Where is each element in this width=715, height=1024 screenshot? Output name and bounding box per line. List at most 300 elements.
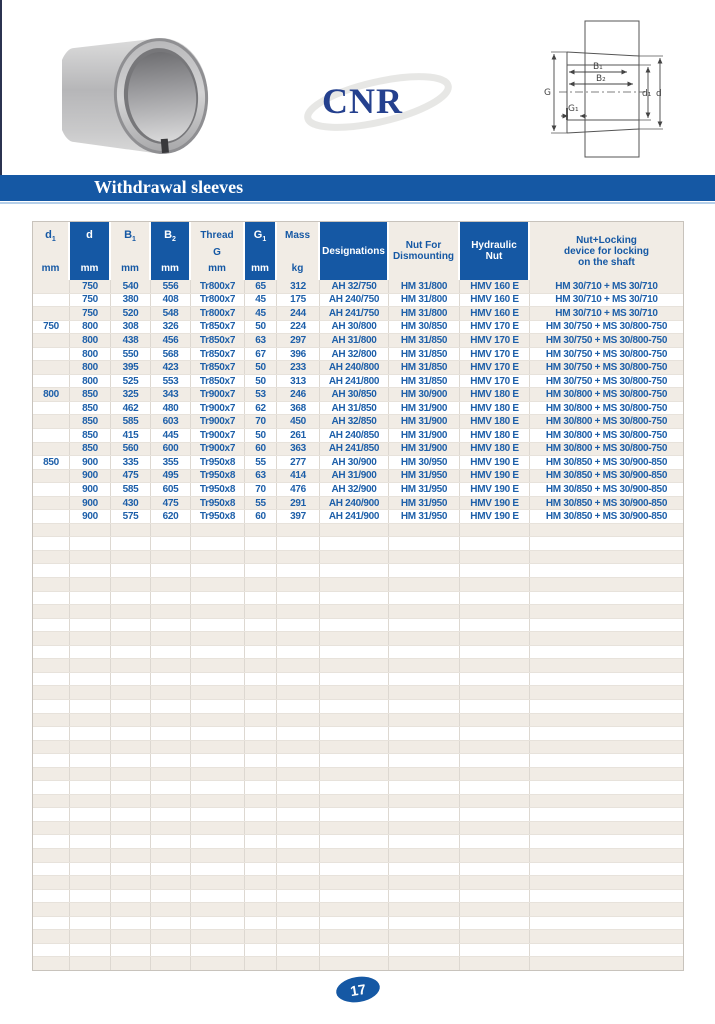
cell-d1	[33, 781, 70, 794]
cell-thread-g: Tr900x7	[191, 388, 245, 401]
empty-row	[33, 605, 683, 619]
cell-nut-for-dismounting	[389, 673, 460, 686]
table-row	[33, 402, 683, 416]
cell-d	[70, 605, 111, 618]
cell-b1	[111, 808, 151, 821]
cell-nut-locking-device	[530, 849, 683, 862]
cell-b2: 480	[151, 402, 191, 415]
empty-row	[33, 876, 683, 890]
cell-g1	[245, 930, 277, 943]
cell-nut-for-dismounting	[389, 876, 460, 889]
cell-hydraulic-nut	[460, 646, 530, 659]
table-row	[33, 470, 683, 484]
cell-designations	[320, 944, 389, 957]
empty-row	[33, 686, 683, 700]
cell-d	[70, 890, 111, 903]
cell-mass: 246	[277, 388, 320, 401]
cell-g1	[245, 863, 277, 876]
table-row	[33, 375, 683, 389]
cell-d1	[33, 632, 70, 645]
table-row	[33, 497, 683, 511]
cell-b2	[151, 727, 191, 740]
cell-d1	[33, 903, 70, 916]
cell-mass	[277, 863, 320, 876]
cell-hydraulic-nut	[460, 849, 530, 862]
cell-designations	[320, 957, 389, 970]
cell-designations: AH 30/850	[320, 388, 389, 401]
cell-g1	[245, 903, 277, 916]
cell-nut-for-dismounting	[389, 592, 460, 605]
cell-d	[70, 930, 111, 943]
cell-mass	[277, 917, 320, 930]
cell-designations: AH 240/750	[320, 294, 389, 307]
cell-nut-locking-device: HM 30/800 + MS 30/800-750	[545, 416, 668, 428]
cell-designations: AH 30/900	[320, 456, 389, 469]
cell-d: 900	[70, 497, 111, 510]
cell-mass: 414	[277, 470, 320, 483]
cell-b1	[111, 537, 151, 550]
cell-mass: 244	[277, 307, 320, 320]
cell-nut-for-dismounting: HM 30/950	[389, 456, 460, 469]
cell-d	[70, 632, 111, 645]
cell-hydraulic-nut	[460, 578, 530, 591]
cell-g1: 50	[245, 375, 277, 388]
dim-label-B1: B₁	[593, 62, 603, 72]
cell-mass	[277, 754, 320, 767]
cell-hydraulic-nut	[460, 944, 530, 957]
cell-nut-for-dismounting: HM 30/850	[389, 321, 460, 334]
table-header-row	[33, 222, 683, 280]
cell-d	[70, 754, 111, 767]
cell-b2: 568	[151, 348, 191, 361]
cell-b2: 495	[151, 470, 191, 483]
cell-g1	[245, 808, 277, 821]
cell-designations	[320, 917, 389, 930]
cell-mass	[277, 537, 320, 550]
cell-mass	[277, 578, 320, 591]
cell-b2	[151, 741, 191, 754]
cell-b2	[151, 781, 191, 794]
cell-nut-for-dismounting: HM 31/850	[389, 361, 460, 374]
cell-d	[70, 537, 111, 550]
cell-nut-locking-device	[530, 686, 683, 699]
cell-mass	[277, 944, 320, 957]
cell-b2	[151, 890, 191, 903]
cell-b2	[151, 849, 191, 862]
cell-thread-g: Tr800x7	[191, 307, 245, 320]
cell-g1: 60	[245, 443, 277, 456]
cell-hydraulic-nut: HMV 190 E	[460, 497, 530, 510]
cell-mass	[277, 727, 320, 740]
cell-b2	[151, 686, 191, 699]
empty-row	[33, 524, 683, 538]
cell-nut-for-dismounting: HM 31/950	[389, 497, 460, 510]
cell-b1	[111, 592, 151, 605]
cell-designations	[320, 903, 389, 916]
cell-designations	[320, 605, 389, 618]
cell-thread-g	[191, 768, 245, 781]
cell-b2: 556	[151, 280, 191, 293]
cell-g1	[245, 632, 277, 645]
cell-g1: 45	[245, 294, 277, 307]
cell-hydraulic-nut	[460, 700, 530, 713]
cell-b2: 600	[151, 443, 191, 456]
cell-nut-for-dismounting: HM 30/900	[389, 388, 460, 401]
cell-designations	[320, 781, 389, 794]
cell-g1: 63	[245, 334, 277, 347]
cell-nut-for-dismounting	[389, 863, 460, 876]
cell-mass	[277, 808, 320, 821]
cell-hydraulic-nut: HMV 180 E	[460, 429, 530, 442]
cell-d: 900	[70, 456, 111, 469]
cell-d	[70, 727, 111, 740]
cell-mass	[277, 930, 320, 943]
brand-logo	[298, 56, 458, 146]
cell-d1	[33, 686, 70, 699]
cell-g1: 50	[245, 429, 277, 442]
cell-designations	[320, 835, 389, 848]
cell-designations	[320, 700, 389, 713]
cell-d1	[33, 375, 70, 388]
cell-hydraulic-nut: HMV 180 E	[460, 415, 530, 428]
cell-nut-for-dismounting: HM 31/800	[389, 280, 460, 293]
cell-d	[70, 564, 111, 577]
cell-mass	[277, 551, 320, 564]
cell-d: 800	[70, 321, 111, 334]
cell-g1	[245, 957, 277, 970]
cell-d	[70, 822, 111, 835]
cell-d: 800	[70, 334, 111, 347]
cell-thread-g: Tr950x8	[191, 483, 245, 496]
cell-designations: AH 32/850	[320, 415, 389, 428]
cell-d1	[33, 551, 70, 564]
cell-b1	[111, 551, 151, 564]
empty-row	[33, 822, 683, 836]
cell-mass	[277, 646, 320, 659]
cell-b1	[111, 795, 151, 808]
cell-nut-locking-device: HM 30/850 + MS 30/900-850	[545, 456, 668, 468]
cell-thread-g	[191, 795, 245, 808]
cell-d1	[33, 700, 70, 713]
cell-mass	[277, 686, 320, 699]
cell-nut-locking-device	[530, 646, 683, 659]
cell-nut-locking-device	[530, 768, 683, 781]
cell-mass: 175	[277, 294, 320, 307]
cell-b1: 308	[111, 321, 151, 334]
banner-underline	[0, 202, 715, 204]
cell-d1	[33, 849, 70, 862]
cell-d1	[33, 754, 70, 767]
cell-b2	[151, 537, 191, 550]
cell-b1: 560	[111, 443, 151, 456]
cell-nut-locking-device: HM 30/800 + MS 30/800-750	[545, 429, 668, 441]
cell-thread-g	[191, 835, 245, 848]
cell-g1: 45	[245, 307, 277, 320]
cell-d	[70, 673, 111, 686]
cell-mass	[277, 700, 320, 713]
cell-mass	[277, 619, 320, 632]
cell-nut-for-dismounting: HM 31/900	[389, 415, 460, 428]
cell-nut-locking-device	[530, 524, 683, 537]
cell-mass	[277, 741, 320, 754]
empty-row	[33, 795, 683, 809]
cell-d	[70, 524, 111, 537]
cell-mass: 368	[277, 402, 320, 415]
dim-label-B2: B₂	[596, 74, 606, 84]
cell-nut-for-dismounting	[389, 903, 460, 916]
cell-nut-locking-device	[530, 944, 683, 957]
cell-hydraulic-nut	[460, 917, 530, 930]
cell-b1	[111, 564, 151, 577]
cell-g1: 70	[245, 415, 277, 428]
cell-hydraulic-nut	[460, 876, 530, 889]
cell-nut-for-dismounting: HM 31/800	[389, 294, 460, 307]
cell-g1	[245, 768, 277, 781]
cell-b2: 445	[151, 429, 191, 442]
cell-nut-for-dismounting	[389, 714, 460, 727]
cell-mass	[277, 673, 320, 686]
cell-nut-locking-device: HM 30/800 + MS 30/800-750	[545, 402, 668, 414]
cell-nut-for-dismounting	[389, 849, 460, 862]
cell-d: 850	[70, 388, 111, 401]
cell-b1	[111, 849, 151, 862]
cell-hydraulic-nut	[460, 592, 530, 605]
cell-nut-for-dismounting	[389, 917, 460, 930]
cell-d1	[33, 673, 70, 686]
empty-row	[33, 632, 683, 646]
cell-mass	[277, 876, 320, 889]
table-row	[33, 429, 683, 443]
cell-thread-g	[191, 890, 245, 903]
cell-hydraulic-nut	[460, 863, 530, 876]
cell-nut-for-dismounting	[389, 727, 460, 740]
cell-thread-g	[191, 822, 245, 835]
cell-mass	[277, 564, 320, 577]
cell-hydraulic-nut	[460, 659, 530, 672]
cell-hydraulic-nut	[460, 619, 530, 632]
empty-row	[33, 957, 683, 970]
cell-nut-for-dismounting	[389, 700, 460, 713]
cell-nut-for-dismounting	[389, 781, 460, 794]
cell-d	[70, 917, 111, 930]
cell-mass	[277, 524, 320, 537]
cell-nut-locking-device: HM 30/710 + MS 30/710	[555, 294, 658, 306]
cell-mass: 397	[277, 510, 320, 523]
cell-thread-g	[191, 808, 245, 821]
cell-b2	[151, 903, 191, 916]
cell-d1	[33, 944, 70, 957]
empty-row	[33, 863, 683, 877]
empty-row	[33, 714, 683, 728]
cell-g1	[245, 659, 277, 672]
cell-d1	[33, 443, 70, 456]
cell-thread-g	[191, 551, 245, 564]
cell-nut-locking-device: HM 30/850 + MS 30/900-850	[545, 470, 668, 482]
cell-hydraulic-nut: HMV 180 E	[460, 402, 530, 415]
cell-designations: AH 240/850	[320, 429, 389, 442]
cell-b2	[151, 714, 191, 727]
cell-g1	[245, 727, 277, 740]
cell-d1	[33, 402, 70, 415]
cell-b1	[111, 781, 151, 794]
cell-mass	[277, 835, 320, 848]
cell-designations	[320, 863, 389, 876]
cell-designations: AH 32/800	[320, 348, 389, 361]
cell-thread-g	[191, 619, 245, 632]
cell-b1	[111, 835, 151, 848]
empty-row	[33, 619, 683, 633]
cell-g1	[245, 537, 277, 550]
cell-nut-locking-device	[530, 890, 683, 903]
cell-designations	[320, 619, 389, 632]
cell-mass	[277, 768, 320, 781]
empty-row	[33, 768, 683, 782]
cell-b2	[151, 835, 191, 848]
cell-nut-for-dismounting	[389, 632, 460, 645]
table-row	[33, 280, 683, 294]
cell-nut-for-dismounting	[389, 930, 460, 943]
cell-nut-locking-device	[530, 564, 683, 577]
cell-nut-locking-device	[530, 673, 683, 686]
cell-designations	[320, 564, 389, 577]
cell-thread-g	[191, 564, 245, 577]
cell-hydraulic-nut: HMV 180 E	[460, 388, 530, 401]
cell-b1	[111, 632, 151, 645]
cell-b1	[111, 727, 151, 740]
cell-b2: 355	[151, 456, 191, 469]
cell-b1	[111, 714, 151, 727]
cell-d1	[33, 863, 70, 876]
cell-g1	[245, 741, 277, 754]
cell-hydraulic-nut: HMV 160 E	[460, 307, 530, 320]
cell-d	[70, 849, 111, 862]
cell-d	[70, 592, 111, 605]
header-cell-d: d mm	[70, 222, 111, 280]
cell-g1	[245, 551, 277, 564]
header-cell-thread-g: Thread G mm	[191, 222, 245, 280]
cell-b2	[151, 768, 191, 781]
cell-nut-for-dismounting	[389, 754, 460, 767]
cell-g1: 62	[245, 402, 277, 415]
cell-designations: AH 31/800	[320, 334, 389, 347]
empty-row	[33, 551, 683, 565]
cell-nut-for-dismounting	[389, 795, 460, 808]
cell-nut-locking-device: HM 30/750 + MS 30/800-750	[545, 334, 668, 346]
cell-designations	[320, 578, 389, 591]
cell-hydraulic-nut: HMV 170 E	[460, 348, 530, 361]
cell-d1	[33, 564, 70, 577]
cell-b2	[151, 619, 191, 632]
cell-nut-locking-device: HM 30/710 + MS 30/710	[555, 307, 658, 319]
cell-b2	[151, 808, 191, 821]
cell-d: 750	[70, 294, 111, 307]
cell-nut-for-dismounting	[389, 551, 460, 564]
cell-g1	[245, 822, 277, 835]
cell-nut-for-dismounting: HM 31/900	[389, 402, 460, 415]
cell-d1	[33, 619, 70, 632]
empty-row	[33, 890, 683, 904]
cell-designations	[320, 930, 389, 943]
cell-nut-for-dismounting	[389, 578, 460, 591]
cell-designations	[320, 632, 389, 645]
cell-thread-g	[191, 903, 245, 916]
section-banner	[0, 175, 715, 201]
cell-hydraulic-nut	[460, 890, 530, 903]
cell-d	[70, 876, 111, 889]
cell-nut-for-dismounting	[389, 741, 460, 754]
cell-nut-locking-device	[530, 619, 683, 632]
header-cell-b1: $B_1$ mm	[111, 222, 151, 280]
cell-b1: 335	[111, 456, 151, 469]
cell-g1	[245, 524, 277, 537]
cell-mass: 297	[277, 334, 320, 347]
cell-d1	[33, 768, 70, 781]
cell-b1: 380	[111, 294, 151, 307]
empty-row	[33, 944, 683, 958]
cell-designations	[320, 795, 389, 808]
table-row	[33, 456, 683, 470]
cell-hydraulic-nut	[460, 781, 530, 794]
cell-b2	[151, 524, 191, 537]
cell-g1: 60	[245, 510, 277, 523]
cell-b2	[151, 863, 191, 876]
cell-g1: 50	[245, 361, 277, 374]
cell-d: 850	[70, 415, 111, 428]
cell-b2: 620	[151, 510, 191, 523]
cell-d: 800	[70, 375, 111, 388]
cell-nut-locking-device	[530, 632, 683, 645]
header-cell-g1: $G_1$ mm	[245, 222, 277, 280]
cell-b1: 585	[111, 483, 151, 496]
cell-thread-g	[191, 754, 245, 767]
cell-designations	[320, 659, 389, 672]
header-cell-b2: $B_2$ mm	[151, 222, 191, 280]
cell-d1	[33, 592, 70, 605]
cell-b2	[151, 592, 191, 605]
cell-thread-g: Tr850x7	[191, 321, 245, 334]
cell-nut-locking-device: HM 30/800 + MS 30/800-750	[545, 389, 668, 401]
cell-b1	[111, 686, 151, 699]
cell-mass	[277, 632, 320, 645]
cell-thread-g	[191, 632, 245, 645]
table-row	[33, 443, 683, 457]
cell-b1: 462	[111, 402, 151, 415]
cell-mass: 233	[277, 361, 320, 374]
cell-thread-g	[191, 659, 245, 672]
technical-drawing	[541, 16, 715, 162]
cell-d1	[33, 307, 70, 320]
page-number-badge	[334, 974, 381, 1006]
cell-b1	[111, 700, 151, 713]
cell-thread-g	[191, 781, 245, 794]
cell-d1	[33, 741, 70, 754]
empty-row	[33, 835, 683, 849]
cell-b1	[111, 890, 151, 903]
cell-d1	[33, 497, 70, 510]
cell-nut-locking-device	[530, 714, 683, 727]
cell-d1	[33, 294, 70, 307]
cell-thread-g	[191, 930, 245, 943]
cell-g1: 55	[245, 456, 277, 469]
table-row	[33, 307, 683, 321]
cell-d	[70, 957, 111, 970]
cell-nut-for-dismounting	[389, 605, 460, 618]
cell-designations	[320, 592, 389, 605]
cell-b1	[111, 754, 151, 767]
cell-d	[70, 808, 111, 821]
cell-g1	[245, 619, 277, 632]
cell-b2: 475	[151, 497, 191, 510]
